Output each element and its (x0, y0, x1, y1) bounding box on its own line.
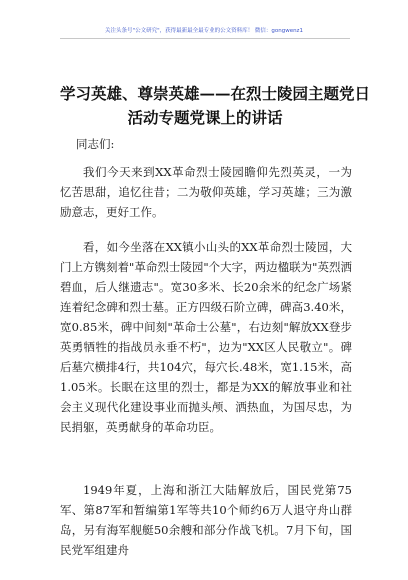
paragraph-1: 我们今天来到XX革命烈士陵园瞻仰先烈英灵，一为忆苦思甜，追忆往昔；二为敬仰英雄，学习英雄；三为激励意志，更好工作。 (60, 165, 352, 219)
header-divider (60, 38, 350, 39)
paragraph-3: 1949年夏，上海和浙江大陆解放后，国民党第75军、第87军和暂编第1军等共10个师约6万人退守舟山群岛，另有海军舰艇50余艘和部分作战飞机。7月下旬，国民党军组建舟 (60, 483, 352, 557)
title-line-1: 学习英雄、尊崇英雄——在烈士陵园主题党日 (60, 84, 371, 103)
salutation: 同志们: (76, 137, 115, 151)
title-line-2: 活动专题党课上的讲话 (127, 108, 283, 127)
document-title (60, 82, 371, 130)
paragraph-2: 看，如今坐落在XX镇小山头的XX革命烈士陵园，大门上方镌刻着"革命烈士陵园"个大字，两边楹联为"英烈洒碧血，后人继遗志"。宽30多米、长20余米的纪念广场紧连着纪念碑和烈士墓。正方四级石阶立碑，碑高3.40米，宽0.85米，碑中间刻"革命士公墓"，右边刻"解放XX登步英勇牺牲的指战员永垂不朽"，边为"XX区人民敬立"。碑后墓穴横排4行，共104穴，每穴长.48米，宽1.15米，高1.05米。长眠在这里的烈士，都是为XX的解放事业和社会主义现代化建设事业而抛头颅、洒热血，为国尽忠，为民捐躯，英勇献身的革命功臣。 (60, 240, 352, 434)
header-banner: 关注头条号"公文研究"，获得最新最全最专业的公文资料库！ 微信：gongwenz1 (105, 28, 303, 34)
